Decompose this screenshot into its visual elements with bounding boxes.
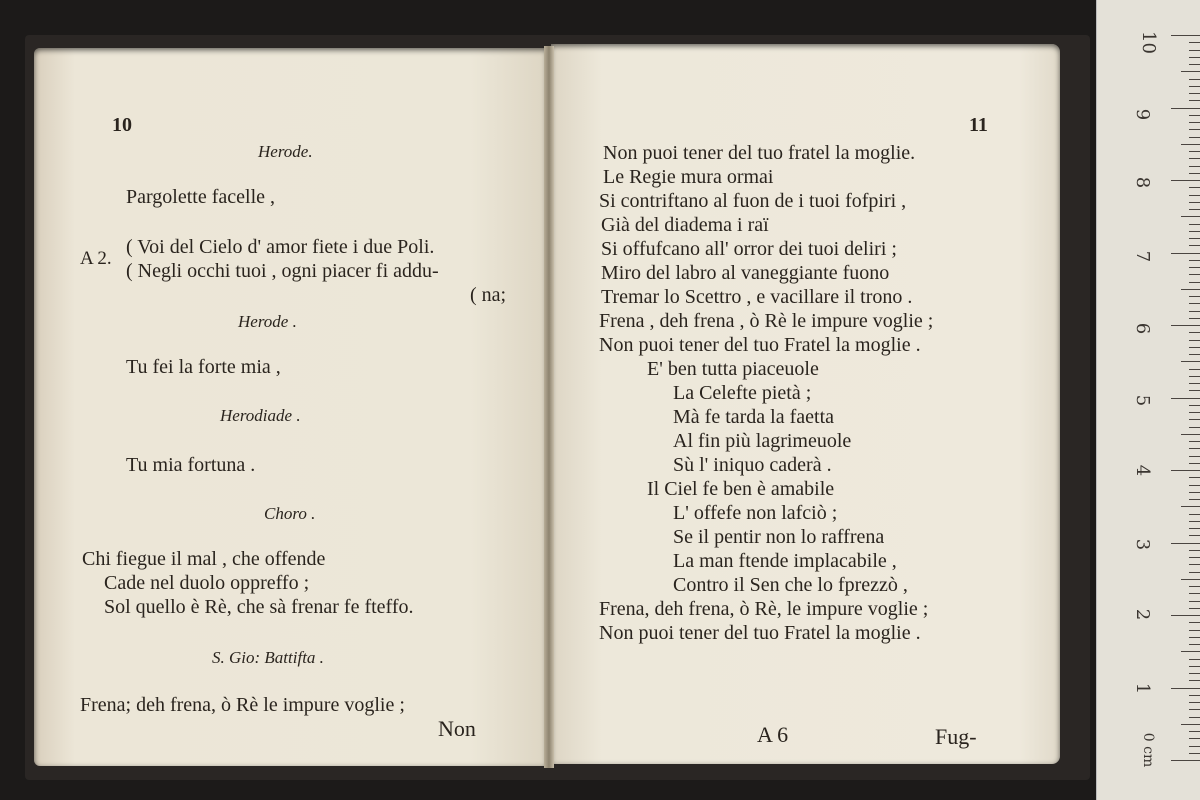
ruler-tick [1171,180,1200,181]
ruler-tick [1189,637,1200,638]
verse-line: Mà fe tarda la faetta [673,406,835,428]
ruler-tick [1171,760,1200,761]
verse-line: Tu fei la forte mia , [126,356,281,378]
ruler-tick [1181,651,1200,652]
ruler-tick [1189,383,1200,384]
ruler-tick [1189,535,1200,536]
speaker-choro: Choro . [264,504,316,523]
verse-line: La man ftende implacabile , [673,550,897,572]
verse-line: Contro il Sen che lo fprezzò , [673,574,908,596]
verse-line: E' ben tutta piaceuole [647,358,819,380]
ruler-tick [1189,528,1200,529]
ruler-tick [1171,615,1200,616]
ruler-tick [1189,238,1200,239]
verse-line: Chi fiegue il mal , che offende [82,548,326,570]
ruler-tick [1189,514,1200,515]
verse-line: Pargolette facelle , [126,186,276,208]
ruler-tick [1189,557,1200,558]
page-number-left: 10 [112,114,132,136]
verse-line: Frena; deh frena, ò Rè le impure voglie ; [80,694,405,716]
ruler-tick [1181,71,1200,72]
ruler-tick [1189,245,1200,246]
ruler-tick [1189,347,1200,348]
ruler-tick [1189,738,1200,739]
ruler-tick [1189,412,1200,413]
verse-line: Si contriftano al fuon de i tuoi fofpiri , [599,190,907,212]
ruler-tick [1189,224,1200,225]
ruler-tick [1171,325,1200,326]
ruler-tick [1189,173,1200,174]
ruler-tick [1189,340,1200,341]
ruler-tick [1189,369,1200,370]
verse-line: Già del diadema i raï [601,214,769,236]
verse-line: La Celefte pietà ; [673,382,812,404]
ruler-tick [1189,209,1200,210]
verse-line: Non puoi tener del tuo fratel la moglie. [603,142,916,164]
ruler-tick [1189,151,1200,152]
ruler-tick [1189,202,1200,203]
ruler-tick [1189,499,1200,500]
ruler-tick [1189,267,1200,268]
verse-line: Sù l' iniquo caderà . [673,454,832,476]
ruler-tick [1189,717,1200,718]
verse-line: Al fin più lagrimeuole [673,430,852,452]
ruler-tick [1189,419,1200,420]
ruler-unit-label: 0 cm [1140,732,1157,768]
ruler-tick [1189,376,1200,377]
ruler-tick [1189,572,1200,573]
ruler-tick [1189,601,1200,602]
ruler-number-9: 9 [1132,108,1154,121]
ruler-tick [1171,688,1200,689]
ruler-tick [1189,427,1200,428]
ruler-tick [1189,702,1200,703]
ruler-tick [1189,311,1200,312]
ruler-tick [1189,746,1200,747]
ruler-number-3: 3 [1132,538,1154,551]
ruler-tick [1189,477,1200,478]
ruler-tick [1189,666,1200,667]
ruler-tick [1181,216,1200,217]
verse-line: ( Voi del Cielo d' amor fiete i due Poli. [126,236,435,258]
ruler-tick [1171,470,1200,471]
ruler-tick [1189,622,1200,623]
ruler-tick [1171,253,1200,254]
ruler-tick [1189,303,1200,304]
verse-line: ( na; [470,284,507,306]
ruler-tick [1189,673,1200,674]
ruler-tick [1171,35,1200,36]
ruler-tick [1189,195,1200,196]
measurement-ruler [1096,0,1200,800]
verse-line: Tremar lo Scettro , e vacillare il trono . [601,286,913,308]
ruler-tick [1189,42,1200,43]
verse-line: Non puoi tener del tuo Fratel la moglie . [599,334,921,356]
ruler-tick [1189,354,1200,355]
ruler-tick [1189,753,1200,754]
ruler-tick [1189,463,1200,464]
speaker-herodiade: Herodiade . [220,406,301,425]
ruler-tick [1189,332,1200,333]
ruler-tick [1171,108,1200,109]
speaker-herode: Herode . [238,312,297,331]
ruler-tick [1189,282,1200,283]
ruler-number-2: 2 [1132,608,1154,621]
ruler-number-6: 6 [1132,322,1154,335]
verse-line: Il Ciel fe ben è amabile [647,478,835,500]
ruler-tick [1189,64,1200,65]
ruler-tick [1189,492,1200,493]
verse-line: Sol quello è Rè, che sà frenar fe fteffo. [104,596,414,618]
left-page [34,48,547,766]
ruler-tick [1181,579,1200,580]
ruler-tick [1189,485,1200,486]
ruler-tick [1189,231,1200,232]
ruler-tick [1181,361,1200,362]
ruler-tick [1189,564,1200,565]
verse-line: ( Negli occhi tuoi , ogni piacer fi addu- [126,260,439,282]
ruler-number-1: 1 [1132,682,1154,695]
ruler-tick [1189,122,1200,123]
a2-marker: A 2. [80,248,112,269]
ruler-tick [1189,260,1200,261]
ruler-tick [1189,608,1200,609]
verse-line: Frena , deh frena , ò Rè le impure voglie ; [599,310,934,332]
ruler-tick [1189,630,1200,631]
ruler-tick [1189,274,1200,275]
ruler-tick [1189,115,1200,116]
catchword-left: Non [438,716,476,741]
ruler-tick [1189,166,1200,167]
ruler-tick [1189,50,1200,51]
ruler-tick [1189,695,1200,696]
ruler-tick [1189,644,1200,645]
ruler-tick [1189,158,1200,159]
right-page [551,44,1060,764]
speaker-herode: Herode. [258,142,313,161]
signature-mark: A 6 [757,722,789,747]
ruler-number-5: 5 [1132,394,1154,407]
verse-line: Non puoi tener del tuo Fratel la moglie . [599,622,921,644]
ruler-tick [1189,659,1200,660]
ruler-tick [1181,434,1200,435]
ruler-tick [1189,680,1200,681]
verse-line: Cade nel duolo oppreffo ; [104,572,310,594]
ruler-tick [1189,709,1200,710]
ruler-tick [1189,448,1200,449]
verse-line: Tu mia fortuna . [126,454,256,476]
verse-line: Si offufcano all' orror dei tuoi deliri ; [601,238,897,260]
ruler-tick [1189,441,1200,442]
ruler-tick [1189,586,1200,587]
ruler-tick [1189,57,1200,58]
ruler-tick [1189,405,1200,406]
ruler-tick [1189,593,1200,594]
book-gutter [544,46,554,768]
ruler-tick [1189,86,1200,87]
verse-line: Miro del labro al vaneggiante fuono [601,262,890,284]
ruler-tick [1189,456,1200,457]
ruler-tick [1189,390,1200,391]
verse-line: Le Regie mura ormai [603,166,774,188]
verse-line: L' offefe non lafciò ; [673,502,838,524]
ruler-tick [1189,93,1200,94]
ruler-tick [1171,543,1200,544]
ruler-tick [1189,187,1200,188]
ruler-tick [1189,129,1200,130]
page-number-right: 11 [969,114,988,136]
ruler-tick [1189,731,1200,732]
ruler-tick [1181,724,1200,725]
ruler-tick [1189,137,1200,138]
verse-line: Se il pentir non lo raffrena [673,526,885,548]
ruler-tick [1181,506,1200,507]
ruler-number-8: 8 [1132,176,1154,189]
ruler-number-7: 7 [1132,250,1154,263]
ruler-number-4: 4 [1132,464,1154,477]
ruler-tick [1189,79,1200,80]
catchword-right: Fug- [935,724,977,749]
ruler-number-10: 10 [1137,31,1159,54]
verse-line: Frena, deh frena, ò Rè, le impure voglie ; [599,598,929,620]
speaker-gio-battista: S. Gio: Battifta . [212,648,324,667]
ruler-tick [1181,144,1200,145]
ruler-tick [1181,289,1200,290]
ruler-tick [1189,100,1200,101]
ruler-tick [1171,398,1200,399]
ruler-tick [1189,296,1200,297]
ruler-tick [1189,550,1200,551]
ruler-tick [1189,521,1200,522]
ruler-tick [1189,318,1200,319]
